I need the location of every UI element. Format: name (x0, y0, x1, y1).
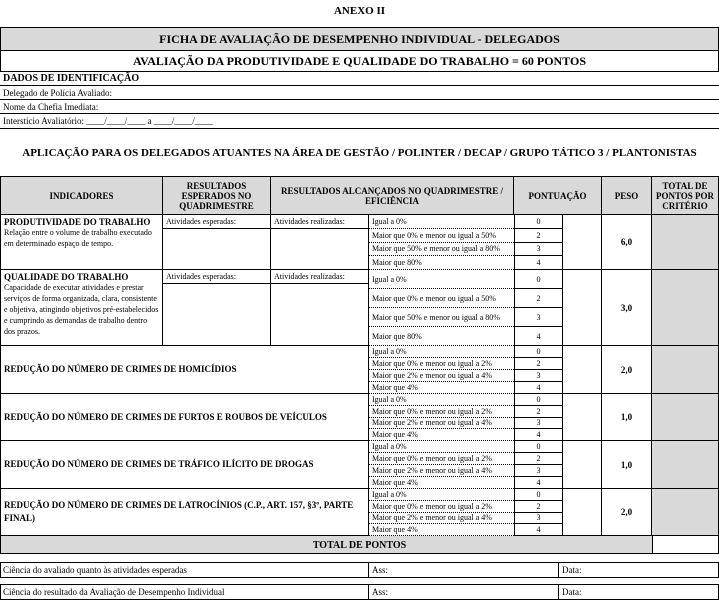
level-score: 0 (514, 441, 562, 453)
header-achieved: RESULTADOS ALCANÇADOS NO QUADRIMESTRE / EFICIÊNCIA (271, 176, 514, 215)
level-score: 3 (514, 465, 562, 477)
efficiency-level: Igual a 0% (369, 215, 514, 229)
efficiency-level: Igual a 0% (369, 394, 514, 406)
criterion-total-cell[interactable] (652, 489, 719, 536)
score-mark-cell[interactable] (562, 270, 602, 346)
indicator-cell (0, 215, 163, 270)
efficiency-level: Maior que 2% e menor ou igual a 4% (369, 418, 514, 430)
level-score: 2 (514, 406, 562, 418)
efficiency-level: Maior que 0% e menor ou igual a 2% (369, 406, 514, 418)
efficiency-level: Igual a 0% (369, 489, 514, 501)
annex-title: ANEXO II (333, 5, 386, 17)
total-label: TOTAL DE PONTOS (312, 539, 407, 551)
level-score: 0 (514, 346, 562, 358)
level-score: 2 (514, 501, 562, 513)
signature-1-date[interactable]: Data: (558, 562, 719, 578)
efficiency-level: Maior que 4% (369, 477, 514, 489)
efficiency-level: Igual a 0% (369, 441, 514, 453)
level-score: 3 (514, 243, 562, 257)
indicator-description: Capacidade de executar atividades e prestar serviços de forma organizada, clara, consistente e objetiva, atingindo objetivos pré-estabelecidos e cumprindo as demandas de trabalho dentro dos prazos. (4, 283, 159, 336)
indicator-cell (0, 270, 163, 346)
header-weight: PESO (602, 176, 652, 215)
score-mark-cell[interactable] (562, 346, 602, 394)
criterion-total-cell[interactable] (652, 394, 719, 441)
efficiency-level: Maior que 0% e menor ou igual a 2% (369, 501, 514, 513)
weight-value: 1,0 (602, 441, 652, 489)
performed-activities-label: Atividades realizadas: (271, 270, 369, 284)
level-score: 0 (514, 394, 562, 406)
performed-activities-input[interactable] (271, 229, 369, 270)
performed-activities-input[interactable] (271, 284, 369, 346)
level-score: 2 (514, 358, 562, 370)
efficiency-level: Maior que 2% e menor ou igual a 4% (369, 370, 514, 382)
performed-activities-label: Atividades realizadas: (271, 215, 369, 229)
efficiency-level: Maior que 4% (369, 429, 514, 441)
header-score: PONTUAÇÃO (514, 176, 602, 215)
weight-value: 1,0 (602, 394, 652, 441)
indicator-title: REDUÇÃO DO NÚMERO DE CRIMES DE HOMICÍDIOS (0, 346, 369, 394)
chief-field: Nome da Chefia Imediata: (0, 100, 719, 114)
score-mark-cell[interactable] (562, 394, 602, 441)
level-score: 0 (514, 489, 562, 501)
delegate-field: Delegado de Polícia Avaliado: (0, 86, 719, 100)
level-score: 4 (514, 256, 562, 270)
indicator-title: REDUÇÃO DO NÚMERO DE CRIMES DE TRÁFICO ILÍCITO DE DROGAS (0, 441, 369, 489)
indicator-title: PRODUTIVIDADE DO TRABALHO (4, 217, 151, 227)
efficiency-level: Maior que 2% e menor ou igual a 4% (369, 465, 514, 477)
level-score: 4 (514, 524, 562, 536)
efficiency-level: Maior que 0% e menor ou igual a 50% (369, 229, 514, 243)
header-indicators: INDICADORES (0, 176, 163, 215)
weight-value: 3,0 (602, 270, 652, 346)
form-title: FICHA DE AVALIAÇÃO DE DESEMPENHO INDIVIDUAL - DELEGADOS (0, 27, 719, 51)
level-score: 4 (514, 327, 562, 346)
expected-activities-label: Atividades esperadas: (163, 270, 271, 284)
efficiency-level: Maior que 80% (369, 327, 514, 346)
application-title: APLICAÇÃO PARA OS DELEGADOS ATUANTES NA ÁREA DE GESTÃO / POLINTER / DECAP / GRUPO TÁTICO 3 / PLANTONISTAS (22, 147, 697, 159)
signature-2-label: Ciência do resultado da Avaliação de Desempenho Individual (3, 587, 225, 597)
signature-1-label: Ciência do avaliado quanto às atividades esperadas (3, 565, 187, 575)
level-score: 0 (514, 215, 562, 229)
efficiency-level: Maior que 0% e menor ou igual a 2% (369, 453, 514, 465)
efficiency-level: Maior que 50% e menor ou igual a 80% (369, 243, 514, 257)
expected-activities-label: Atividades esperadas: (163, 215, 271, 229)
efficiency-level: Maior que 0% e menor ou igual a 2% (369, 358, 514, 370)
level-score: 3 (514, 418, 562, 430)
identification-heading: DADOS DE IDENTIFICAÇÃO (0, 72, 719, 86)
level-score: 0 (514, 270, 562, 289)
indicator-title: QUALIDADE DO TRABALHO (4, 272, 129, 282)
criterion-total-cell[interactable] (652, 215, 719, 270)
evaluation-table (0, 176, 719, 536)
level-score: 3 (514, 308, 562, 327)
indicator-title: REDUÇÃO DO NÚMERO DE CRIMES DE FURTOS E ROUBOS DE VEÍCULOS (0, 394, 369, 441)
level-score: 4 (514, 429, 562, 441)
level-score: 2 (514, 229, 562, 243)
weight-value: 6,0 (602, 215, 652, 270)
signature-2-date[interactable]: Data: (558, 584, 719, 600)
expected-activities-input[interactable] (163, 284, 271, 346)
score-mark-cell[interactable] (562, 489, 602, 536)
weight-value: 2,0 (602, 489, 652, 536)
criterion-total-cell[interactable] (652, 441, 719, 489)
header-expected: RESULTADOS ESPERADOS NO QUADRIMESTRE (163, 176, 271, 215)
criterion-total-cell[interactable] (652, 270, 719, 346)
indicator-title: REDUÇÃO DO NÚMERO DE CRIMES DE LATROCÍNIOS (C.P., ART. 157, §3º, PARTE FINAL) (0, 489, 369, 536)
expected-activities-input[interactable] (163, 229, 271, 270)
level-score: 3 (514, 370, 562, 382)
efficiency-level: Maior que 2% e menor ou igual a 4% (369, 513, 514, 525)
efficiency-level: Maior que 80% (369, 256, 514, 270)
level-score: 4 (514, 477, 562, 489)
level-score: 2 (514, 289, 562, 308)
score-mark-cell[interactable] (562, 441, 602, 489)
indicator-description: Relação entre o volume de trabalho executado em determinado espaço de tempo. (4, 228, 152, 248)
total-value-cell[interactable] (652, 536, 719, 554)
interval-field: Interstício Avaliatório: ____/____/____ a ____/____/____ (0, 114, 719, 129)
efficiency-level: Igual a 0% (369, 346, 514, 358)
efficiency-level: Maior que 0% e menor ou igual a 50% (369, 289, 514, 308)
efficiency-level: Maior que 50% e menor ou igual a 80% (369, 308, 514, 327)
subtitle: AVALIAÇÃO DA PRODUTIVIDADE E QUALIDADE DO TRABALHO = 60 PONTOS (0, 51, 719, 72)
level-score: 4 (514, 382, 562, 394)
efficiency-level: Igual a 0% (369, 270, 514, 289)
level-score: 3 (514, 513, 562, 525)
efficiency-level: Maior que 4% (369, 382, 514, 394)
signature-2-ass[interactable]: Ass: (368, 584, 558, 600)
efficiency-level: Maior que 4% (369, 524, 514, 536)
level-score: 2 (514, 453, 562, 465)
signature-1-ass[interactable]: Ass: (368, 562, 558, 578)
score-mark-cell[interactable] (562, 215, 602, 270)
criterion-total-cell[interactable] (652, 346, 719, 394)
weight-value: 2,0 (602, 346, 652, 394)
header-total: TOTAL DE PONTOS POR CRITÉRIO (652, 176, 719, 215)
